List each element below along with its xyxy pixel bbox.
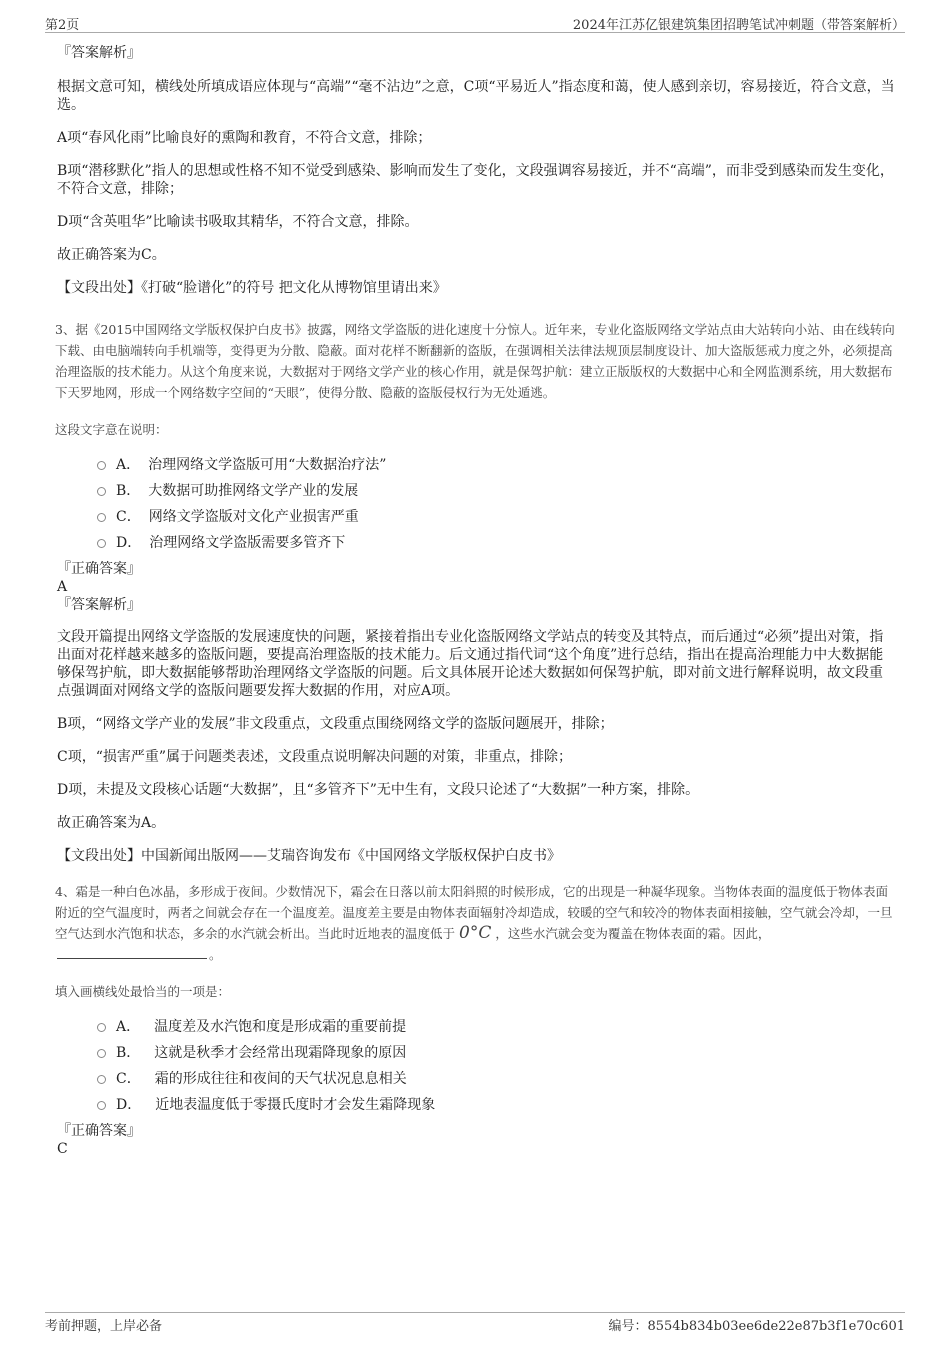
radio-button-icon[interactable] — [97, 539, 106, 548]
q3-analysis-paragraph: 文段开篇提出网络文学盗版的发展速度快的问题，紧接着指出专业化盗版网络文学站点的转变及其特点，而后通过“必须”提出对策，指出面对花样越来越多的盗版问题，要提高治理盗版的技术能力。后文通过指代词“这个角度”进行总结，指出在提高治理能力中大数据能够保驾护航，即大数据能够帮助治理网络文学盗版的问题。后文具体展开论述大数据如何保驾护航，即对前文进行解释说明，故文段重点强调面对网络文学的盗版问题要发挥大数据的作用，对应A项。 — [57, 629, 884, 699]
page-header — [45, 12, 905, 33]
q2-analysis-paragraph: B项“潜移默化”指人的思想或性格不知不觉受到感染、影响而发生了变化，文段强调容易接近，并不“高端”，而非受到感染而发生变化，不符合文意，排除； — [57, 163, 894, 197]
q2-analysis-paragraph: 根据文意可知，横线处所填成语应体现与“高端”“毫不沾边”之意，C项“平易近人”指态度和蔼，使人感到亲切，容易接近，符合文意，当选。 — [57, 79, 895, 113]
q3-analysis-paragraph: D项，未提及文段核心话题“大数据”，且“多管齐下”无中生有，文段只论述了“大数据”一种方案，排除。 — [57, 782, 700, 798]
fill-blank-line — [57, 946, 207, 959]
q2-analysis-label: 『答案解析』 — [57, 45, 141, 61]
q4-answer-label: 『正确答案』 — [57, 1123, 141, 1139]
page-footer — [45, 1312, 905, 1334]
q3-prompt: 这段文字意在说明： — [55, 422, 168, 437]
q3-analysis-paragraph: 故正确答案为A。 — [57, 815, 166, 831]
q3-option-d[interactable]: D． 治理网络文学盗版需要多管齐下 — [97, 530, 895, 556]
document-title: 2024年江苏亿银建筑集团招聘笔试冲刺题（带答案解析） — [572, 18, 905, 33]
footer-slogan: 考前押题，上岸必备 — [45, 1319, 163, 1334]
page-number: 第2页 — [45, 18, 80, 33]
q3-option-c[interactable]: C． 网络文学盗版对文化产业损害严重 — [97, 504, 895, 530]
q2-analysis-paragraph: D项“含英咀华”比喻读书吸取其精华，不符合文意，排除。 — [57, 214, 419, 230]
q4-answer: C — [57, 1141, 68, 1157]
q2-analysis-paragraph: 故正确答案为C。 — [57, 247, 166, 263]
radio-button-icon[interactable] — [97, 1049, 106, 1058]
q4-option-c[interactable]: C． 霜的形成往往和夜间的天气状况息息相关 — [97, 1066, 895, 1092]
document-id: 编号：8554b834b03ee6de22e87b3f1e70c601 — [608, 1319, 905, 1334]
temperature-formula: 0°C — [459, 923, 492, 943]
q3-source: 【文段出处】中国新闻出版网——艾瑞咨询发布《中国网络文学版权保护白皮书》 — [57, 848, 561, 864]
q2-analysis-paragraph: A项“春风化雨”比喻良好的熏陶和教育，不符合文意，排除； — [57, 130, 432, 146]
q3-answer-label: 『正确答案』 — [57, 561, 141, 577]
q3-option-b[interactable]: B． 大数据可助推网络文学产业的发展 — [97, 478, 895, 504]
q3-analysis-paragraph: C项，“损害严重”属于问题类表述，文段重点说明解决问题的对策，非重点，排除； — [57, 749, 573, 765]
radio-button-icon[interactable] — [97, 513, 106, 522]
q4-option-a[interactable]: A． 温度差及水汽饱和度是形成霜的重要前提 — [97, 1014, 895, 1040]
q2-source: 【文段出处】《打破“脸谱化”的符号 把文化从博物馆里请出来》 — [57, 280, 447, 296]
radio-button-icon[interactable] — [97, 1023, 106, 1032]
q3-analysis-paragraph: B项，“网络文学产业的发展”非文段重点，文段重点围绕网络文学的盗版问题展开，排除； — [57, 716, 614, 732]
q4-question-text: 4、霜是一种白色冰晶，多形成于夜间。少数情况下，霜会在日落以前太阳斜照的时候形成，它的出现是一种凝华现象。当物体表面的温度低于物体表面附近的空气温度时，两者之间就会存在一个温度差。温度差主要是由物体表面辐射冷却造成，较暖的空气和较冷的物体表面相接触，空气就会冷却，一旦空气达到水汽饱和状态，多余的水汽就会析出。当此时近地表的温度低于 0°C ，这些水汽就会变为覆盖在物体表面的霜。因此，。 — [55, 884, 893, 962]
q3-option-a[interactable]: A． 治理网络文学盗版可用“大数据治疗法” — [97, 452, 895, 478]
radio-button-icon[interactable] — [97, 1101, 106, 1110]
page-content — [55, 44, 895, 1158]
q4-option-d[interactable]: D． 近地表温度低于零摄氏度时才会发生霜降现象 — [97, 1092, 895, 1118]
q3-analysis-label: 『答案解析』 — [57, 597, 141, 613]
q3-options — [97, 452, 895, 556]
radio-button-icon[interactable] — [97, 461, 106, 470]
q4-option-b[interactable]: B． 这就是秋季才会经常出现霜降现象的原因 — [97, 1040, 895, 1066]
radio-button-icon[interactable] — [97, 1075, 106, 1084]
radio-button-icon[interactable] — [97, 487, 106, 496]
q4-options — [97, 1014, 895, 1118]
q4-prompt: 填入画横线处最恰当的一项是： — [55, 984, 231, 999]
q3-answer: A — [57, 579, 68, 595]
q3-question-text: 3、据《2015中国网络文学版权保护白皮书》披露，网络文学盗版的进化速度十分惊人。近年来，专业化盗版网络文学站点由大站转向小站、由在线转向下载、由电脑端转向手机端等，变得更为分散、隐蔽。面对花样不断翻新的盗版，在强调相关法律法规顶层制度设计、加大盗版惩戒力度之外，必须提高治理盗版的技术能力。从这个角度来说，大数据对于网络文学产业的核心作用，就是保驾护航：建立正版版权的大数据中心和全网监测系统，用大数据布下天罗地网，形成一个网络数字空间的“天眼”，使得分散、隐蔽的盗版侵权行为无处遁逃。 — [55, 322, 895, 400]
